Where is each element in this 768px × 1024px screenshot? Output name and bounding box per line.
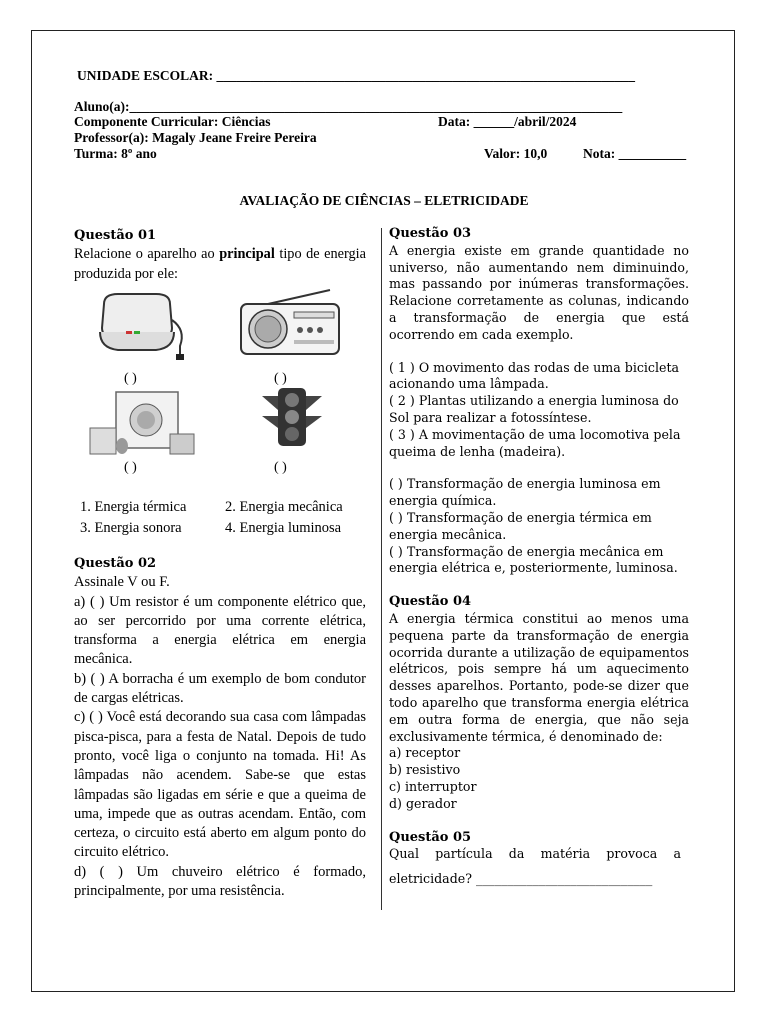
left-column [74, 226, 366, 284]
q1-option-4: 4. Energia luminosa [225, 520, 342, 536]
q1-paren-4: ( ) [274, 460, 287, 475]
q4-option-d: d) gerador [389, 795, 457, 811]
q3-answer-3: ( ) Transformação de energia mecânica em energia elétrica e, posteriormente, luminosa. [389, 543, 678, 576]
q3-list-3: ( 3 ) A movimentação de uma locomotiva pela queima de lenha (madeira). [389, 426, 681, 459]
q4-option-c: c) interruptor [389, 778, 477, 794]
q1-text-bold: principal [219, 246, 275, 263]
q4-option-b: b) resistivo [389, 762, 461, 778]
column-divider [381, 228, 382, 910]
radio-image [238, 288, 344, 360]
componente-curricular: Componente Curricular: Ciências [74, 114, 271, 129]
q1-title: Questão 01 [74, 228, 157, 243]
q5-answer-line: eletricidade? ____________________________ [389, 871, 653, 887]
q3-list-1: ( 1 ) O movimento das rodas de uma bicicleta acionando uma lâmpada. [389, 359, 680, 392]
q4-title: Questão 04 [389, 594, 472, 610]
q5-text: Qual partícula da matéria provoca a [389, 846, 681, 862]
q2-item-c: c) ( ) Você está decorando sua casa com lâmpadas pisca-pisca, para a festa de Natal. Depois de tudo pronto, você liga o conjunto na tomada. Hi! As lâmpadas não acendem. Sabe-se que estas lâmpadas são ligadas em série e que a queima de uma, impede que as outras acendam. Então, com certeza, o circuito está aberto em algum ponto do circuito elétrico. [74, 709, 366, 861]
q1-text-post: tipo de energia produzida por ele: [74, 246, 366, 282]
q3-title: Questão 03 [389, 226, 472, 241]
nota-field: Nota: __________ [583, 146, 687, 161]
aluno-field: Aluno(a):_________________________________________________________________________ [74, 99, 623, 114]
traffic-light-image [258, 386, 326, 450]
q3-intro: A energia existe em grande quantidade no universo, não aumentando nem diminuindo, mas passando por inúmeras transformações. Relacione corretamente as colunas, indicando a transformação de energia que está ocorrendo em cada exemplo. [389, 242, 689, 342]
q2-item-b: b) ( ) A borracha é um exemplo de bom condutor de cargas elétricas. [74, 670, 366, 707]
turma: Turma: 8º ano [74, 146, 157, 161]
q2-item-a: a) ( ) Um resistor é um componente elétrico que, ao ser percorrido por uma corrente elétrica, transforma a energia elétrica em energia mecânica. [74, 593, 366, 668]
q1-text-pre: Relacione o aparelho ao [74, 246, 220, 263]
washing-machine-image [86, 388, 198, 458]
q1-option-2: 2. Energia mecânica [225, 499, 343, 515]
page-title: AVALIAÇÃO DE CIÊNCIAS – ELETRICIDADE [239, 193, 529, 208]
q2-title: Questão 02 [74, 556, 157, 571]
unidade-escolar-field: UNIDADE ESCOLAR: ______________________________________________________________ [77, 68, 636, 83]
q1-option-3: 3. Energia sonora [80, 520, 182, 536]
sandwich-maker-image [96, 290, 188, 364]
q1-paren-2: ( ) [274, 371, 287, 386]
q2-item-d: d) ( ) Um chuveiro elétrico é formado, principalmente, por uma resistência. [74, 863, 366, 900]
q1-text [74, 245, 366, 284]
q3-answer-2: ( ) Transformação de energia térmica em energia mecânica. [389, 509, 652, 542]
q4-option-a: a) receptor [389, 745, 461, 761]
right-column [389, 226, 689, 888]
q4-text: A energia térmica constitui ao menos uma pequena parte da transformação de energia ocorrida durante a utilização de equipamentos elétricos, pois sempre há um aquecimento desses aparelhos. Portanto, pode-se dizer que todo aparelho que transforma energia elétrica em outra forma de energia, que não seja exclusivamente térmica, é denominado de: [389, 610, 689, 744]
q2-block [74, 554, 366, 901]
q1-options [80, 497, 343, 539]
q1-paren-1: ( ) [124, 371, 137, 386]
professor: Professor(a): Magaly Jeane Freire Pereira [74, 130, 317, 145]
q3-list-2: ( 2 ) Plantas utilizando a energia luminosa do Sol para realizar a fotossíntese. [389, 393, 679, 425]
q5-title: Questão 05 [389, 829, 472, 845]
q1-paren-3: ( ) [124, 460, 137, 475]
valor: Valor: 10,0 [484, 146, 548, 161]
q2-instruction: Assinale V ou F. [74, 574, 170, 591]
q1-option-1: 1. Energia térmica [80, 499, 187, 515]
data-field: Data: ______/abril/2024 [438, 114, 577, 129]
q3-answer-1: ( ) Transformação de energia luminosa em energia química. [389, 476, 661, 509]
